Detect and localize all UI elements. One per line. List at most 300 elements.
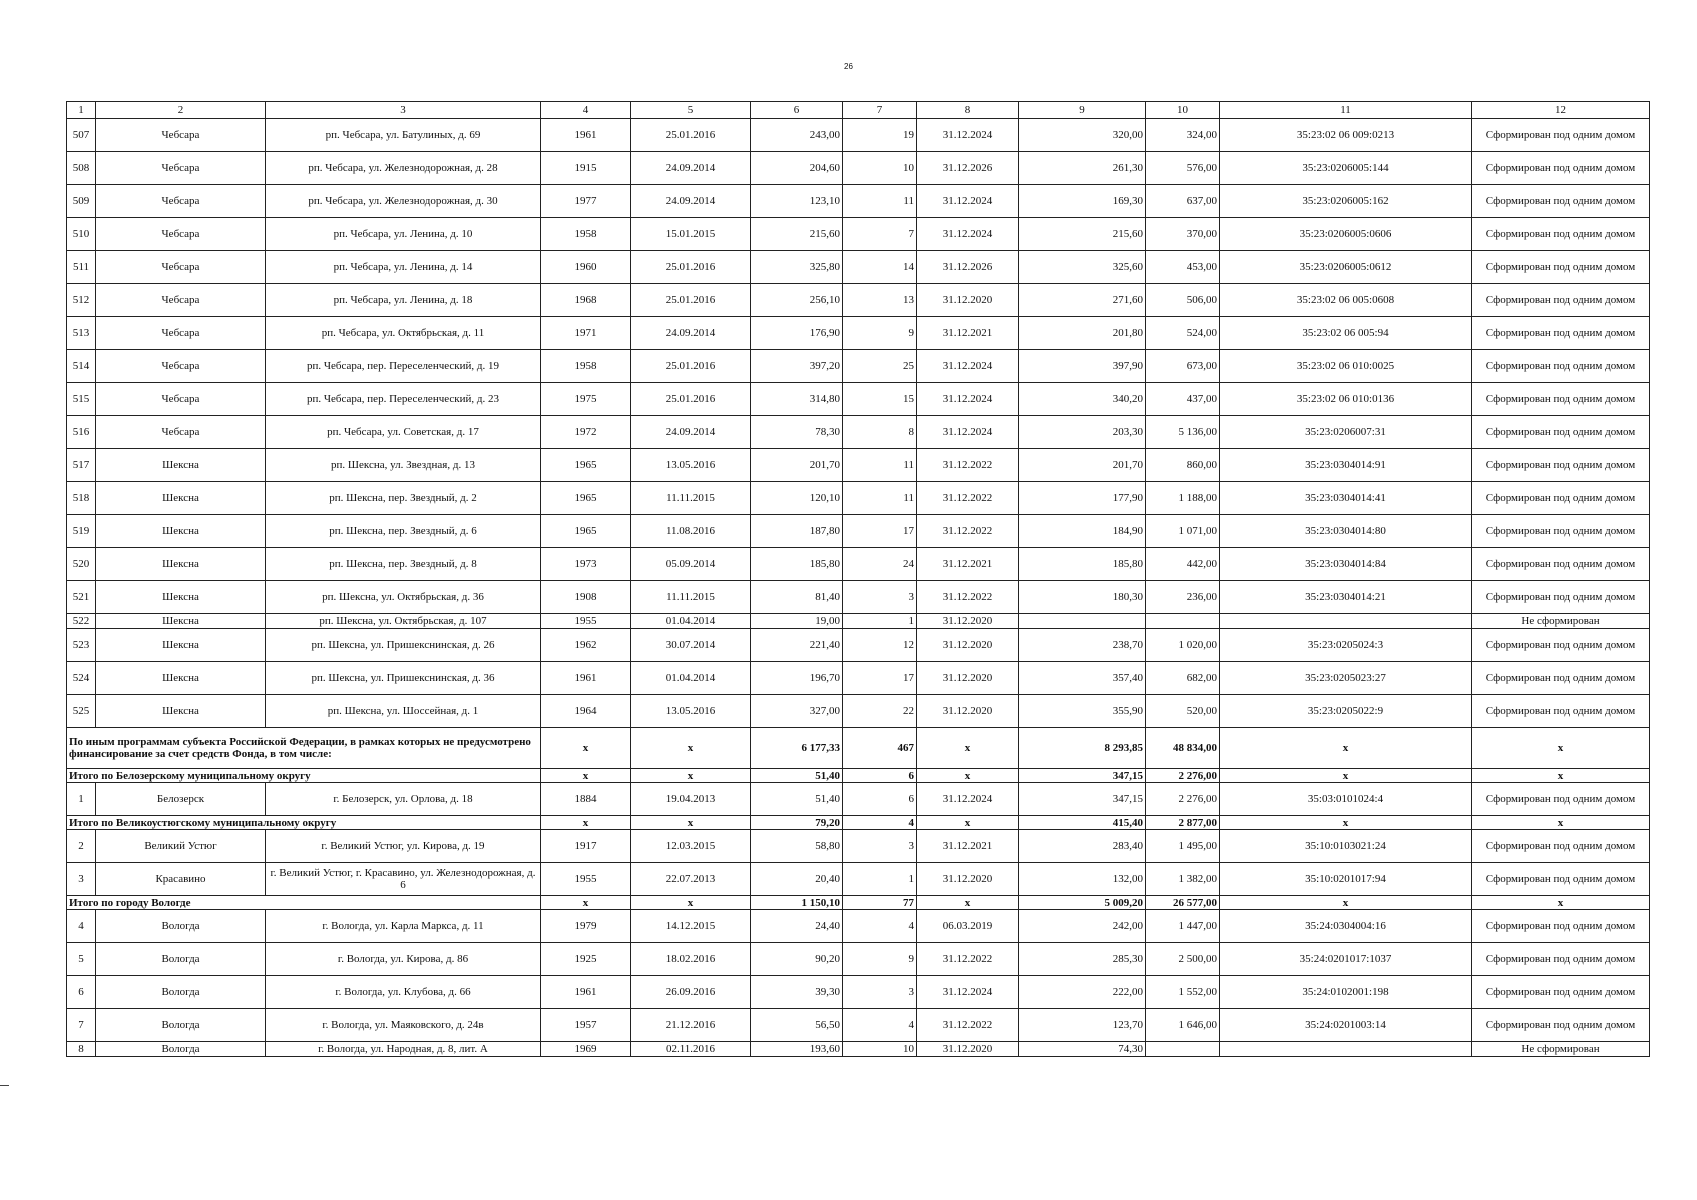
area-cell: 193,60 — [751, 1042, 843, 1057]
locality-cell: Красавино — [96, 863, 266, 896]
cadastral-number-cell: 35:23:0205022:9 — [1220, 695, 1472, 728]
land-status-cell: Сформирован под одним домом — [1472, 152, 1650, 185]
cadastral-number-cell: 35:24:0201017:1037 — [1220, 943, 1472, 976]
row-number-cell: 5 — [67, 943, 96, 976]
address-cell: г. Вологда, ул. Карла Маркса, д. 11 — [266, 910, 541, 943]
date-cell: 13.05.2016 — [631, 695, 751, 728]
header-cell: 11 — [1220, 102, 1472, 119]
cadastral-number-cell: 35:23:0206005:162 — [1220, 185, 1472, 218]
area-cell: 185,80 — [751, 548, 843, 581]
residents-cell: 11 — [843, 185, 917, 218]
resettlement-date-cell: 31.12.2020 — [917, 695, 1019, 728]
date-cell: x — [631, 728, 751, 769]
resettlement-date-cell: x — [917, 896, 1019, 910]
date-cell: 24.09.2014 — [631, 152, 751, 185]
cost-cell: 320,00 — [1019, 119, 1146, 152]
date-cell: 24.09.2014 — [631, 416, 751, 449]
locality-cell: Шексна — [96, 548, 266, 581]
cadastral-number-cell: 35:23:02 06 005:94 — [1220, 317, 1472, 350]
cost-cell: 177,90 — [1019, 482, 1146, 515]
cadastral-number-cell: 35:23:02 06 009:0213 — [1220, 119, 1472, 152]
residents-cell: 8 — [843, 416, 917, 449]
area-cell: 19,00 — [751, 614, 843, 629]
date-cell: 30.07.2014 — [631, 629, 751, 662]
cost-cell: 8 293,85 — [1019, 728, 1146, 769]
row-number-cell: 2 — [67, 830, 96, 863]
land-area-cell: 506,00 — [1146, 284, 1220, 317]
row-number-cell: 514 — [67, 350, 96, 383]
area-cell: 325,80 — [751, 251, 843, 284]
residents-cell: 3 — [843, 976, 917, 1009]
date-cell: 25.01.2016 — [631, 284, 751, 317]
land-status-cell: Сформирован под одним домом — [1472, 695, 1650, 728]
subtotal-label: По иным программам субъекта Российской Федерации, в рамках которых не предусмотрено финансирование за счет средств Фонда, в том числе: — [67, 728, 541, 769]
area-cell: 196,70 — [751, 662, 843, 695]
year-built-cell: 1968 — [541, 284, 631, 317]
cadastral-number-cell: 35:24:0304004:16 — [1220, 910, 1472, 943]
year-built-cell: 1961 — [541, 119, 631, 152]
land-status-cell: Не сформирован — [1472, 614, 1650, 629]
date-cell: 19.04.2013 — [631, 783, 751, 816]
area-cell: 39,30 — [751, 976, 843, 1009]
table-row — [67, 614, 1650, 629]
year-built-cell: 1961 — [541, 662, 631, 695]
cost-cell: 123,70 — [1019, 1009, 1146, 1042]
area-cell: 243,00 — [751, 119, 843, 152]
table-row — [67, 119, 1650, 152]
area-cell: 123,10 — [751, 185, 843, 218]
land-area-cell: 1 495,00 — [1146, 830, 1220, 863]
area-cell: 256,10 — [751, 284, 843, 317]
date-cell: 13.05.2016 — [631, 449, 751, 482]
cadastral-number-cell: 35:23:02 06 005:0608 — [1220, 284, 1472, 317]
resettlement-date-cell: 31.12.2021 — [917, 317, 1019, 350]
residents-cell: 1 — [843, 863, 917, 896]
cadastral-number-cell: 35:24:0201003:14 — [1220, 1009, 1472, 1042]
cadastral-number-cell: 35:23:0304014:80 — [1220, 515, 1472, 548]
land-area-cell: 524,00 — [1146, 317, 1220, 350]
address-cell: рп. Шексна, ул. Шоссейная, д. 1 — [266, 695, 541, 728]
cost-cell: 201,70 — [1019, 449, 1146, 482]
resettlement-date-cell: 31.12.2020 — [917, 1042, 1019, 1057]
land-status-cell: Сформирован под одним домом — [1472, 910, 1650, 943]
cadastral-number-cell: 35:23:0304014:21 — [1220, 581, 1472, 614]
subtotal-label: Итого по Великоустюгскому муниципальному округу — [67, 816, 541, 830]
residents-cell: 7 — [843, 218, 917, 251]
locality-cell: Чебсара — [96, 284, 266, 317]
residents-cell: 25 — [843, 350, 917, 383]
residents-cell: 9 — [843, 317, 917, 350]
cost-cell: 184,90 — [1019, 515, 1146, 548]
area-cell: 90,20 — [751, 943, 843, 976]
address-cell: рп. Шексна, ул. Звездная, д. 13 — [266, 449, 541, 482]
area-cell: 204,60 — [751, 152, 843, 185]
land-status-cell: Сформирован под одним домом — [1472, 218, 1650, 251]
date-cell: 02.11.2016 — [631, 1042, 751, 1057]
residents-cell: 11 — [843, 449, 917, 482]
table-row — [67, 1042, 1650, 1057]
subtotal-label: Итого по Белозерскому муниципальному округу — [67, 769, 541, 783]
table-row — [67, 662, 1650, 695]
land-status-cell: Сформирован под одним домом — [1472, 119, 1650, 152]
row-number-cell: 525 — [67, 695, 96, 728]
year-built-cell: 1973 — [541, 548, 631, 581]
year-built-cell: 1958 — [541, 350, 631, 383]
page-number: 26 — [844, 62, 853, 71]
area-cell: 51,40 — [751, 769, 843, 783]
area-cell: 314,80 — [751, 383, 843, 416]
resettlement-date-cell: 31.12.2024 — [917, 416, 1019, 449]
residents-cell: 19 — [843, 119, 917, 152]
land-status-cell: Сформирован под одним домом — [1472, 1009, 1650, 1042]
cadastral-number-cell: 35:10:0201017:94 — [1220, 863, 1472, 896]
address-cell: рп. Шексна, ул. Октябрьская, д. 107 — [266, 614, 541, 629]
residents-cell: 17 — [843, 662, 917, 695]
land-area-cell: 1 071,00 — [1146, 515, 1220, 548]
resettlement-date-cell: x — [917, 728, 1019, 769]
cost-cell: 132,00 — [1019, 863, 1146, 896]
locality-cell: Шексна — [96, 662, 266, 695]
year-built-cell: 1955 — [541, 614, 631, 629]
subtotal-row — [67, 896, 1650, 910]
residents-cell: 10 — [843, 1042, 917, 1057]
row-number-cell: 1 — [67, 783, 96, 816]
resettlement-date-cell: 31.12.2020 — [917, 614, 1019, 629]
resettlement-date-cell: 31.12.2020 — [917, 284, 1019, 317]
year-built-cell: x — [541, 896, 631, 910]
land-area-cell: 442,00 — [1146, 548, 1220, 581]
area-cell: 58,80 — [751, 830, 843, 863]
resettlement-date-cell: 31.12.2021 — [917, 548, 1019, 581]
row-number-cell: 4 — [67, 910, 96, 943]
cadastral-number-cell: 35:23:0205023:27 — [1220, 662, 1472, 695]
address-cell: рп. Шексна, пер. Звездный, д. 8 — [266, 548, 541, 581]
table-row — [67, 185, 1650, 218]
header-cell: 3 — [266, 102, 541, 119]
area-cell: 1 150,10 — [751, 896, 843, 910]
land-status-cell: Сформирован под одним домом — [1472, 548, 1650, 581]
subtotal-row — [67, 769, 1650, 783]
cadastral-number-cell: x — [1220, 769, 1472, 783]
land-area-cell: 2 276,00 — [1146, 769, 1220, 783]
cadastral-number-cell: 35:23:0206005:0612 — [1220, 251, 1472, 284]
residents-cell: 9 — [843, 943, 917, 976]
date-cell: 26.09.2016 — [631, 976, 751, 1009]
locality-cell: Вологда — [96, 976, 266, 1009]
row-number-cell: 511 — [67, 251, 96, 284]
address-cell: г. Вологда, ул. Маяковского, д. 24в — [266, 1009, 541, 1042]
row-number-cell: 518 — [67, 482, 96, 515]
year-built-cell: 1962 — [541, 629, 631, 662]
land-area-cell: 2 276,00 — [1146, 783, 1220, 816]
resettlement-date-cell: 31.12.2021 — [917, 830, 1019, 863]
address-cell: рп. Чебсара, ул. Железнодорожная, д. 28 — [266, 152, 541, 185]
date-cell: 25.01.2016 — [631, 350, 751, 383]
land-area-cell: 1 552,00 — [1146, 976, 1220, 1009]
address-cell: г. Великий Устюг, г. Красавино, ул. Железнодорожная, д. 6 — [266, 863, 541, 896]
land-status-cell: Сформирован под одним домом — [1472, 783, 1650, 816]
cadastral-number-cell: 35:10:0103021:24 — [1220, 830, 1472, 863]
land-area-cell: 637,00 — [1146, 185, 1220, 218]
table-row — [67, 783, 1650, 816]
residents-cell: 24 — [843, 548, 917, 581]
resettlement-date-cell: 31.12.2022 — [917, 1009, 1019, 1042]
land-area-cell: 673,00 — [1146, 350, 1220, 383]
address-cell: рп. Чебсара, ул. Батулиных, д. 69 — [266, 119, 541, 152]
date-cell: 11.11.2015 — [631, 581, 751, 614]
cadastral-number-cell: 35:03:0101024:4 — [1220, 783, 1472, 816]
table-row — [67, 629, 1650, 662]
address-cell: г. Вологда, ул. Народная, д. 8, лит. А — [266, 1042, 541, 1057]
year-built-cell: 1908 — [541, 581, 631, 614]
table-row — [67, 449, 1650, 482]
row-number-cell: 519 — [67, 515, 96, 548]
table-row — [67, 1009, 1650, 1042]
area-cell: 24,40 — [751, 910, 843, 943]
locality-cell: Чебсара — [96, 416, 266, 449]
cadastral-number-cell: 35:23:0304014:84 — [1220, 548, 1472, 581]
address-cell: г. Белозерск, ул. Орлова, д. 18 — [266, 783, 541, 816]
cost-cell: 215,60 — [1019, 218, 1146, 251]
cost-cell: 340,20 — [1019, 383, 1146, 416]
resettlement-date-cell: 31.12.2022 — [917, 482, 1019, 515]
address-cell: рп. Чебсара, ул. Ленина, д. 18 — [266, 284, 541, 317]
locality-cell: Шексна — [96, 629, 266, 662]
land-status-cell: Не сформирован — [1472, 1042, 1650, 1057]
locality-cell: Белозерск — [96, 783, 266, 816]
address-cell: г. Вологда, ул. Кирова, д. 86 — [266, 943, 541, 976]
land-area-cell: 1 020,00 — [1146, 629, 1220, 662]
cadastral-number-cell: 35:23:0304014:91 — [1220, 449, 1472, 482]
year-built-cell: 1955 — [541, 863, 631, 896]
table-row — [67, 910, 1650, 943]
year-built-cell: 1964 — [541, 695, 631, 728]
land-status-cell: Сформирован под одним домом — [1472, 251, 1650, 284]
locality-cell: Шексна — [96, 482, 266, 515]
residents-cell: 12 — [843, 629, 917, 662]
table-row — [67, 830, 1650, 863]
margin-mark — [0, 1085, 9, 1086]
land-status-cell: Сформирован под одним домом — [1472, 185, 1650, 218]
date-cell: 24.09.2014 — [631, 185, 751, 218]
locality-cell: Чебсара — [96, 185, 266, 218]
year-built-cell: 1884 — [541, 783, 631, 816]
cost-cell: 285,30 — [1019, 943, 1146, 976]
date-cell: 18.02.2016 — [631, 943, 751, 976]
residents-cell: 3 — [843, 830, 917, 863]
year-built-cell: 1925 — [541, 943, 631, 976]
header-cell: 8 — [917, 102, 1019, 119]
land-area-cell: 1 447,00 — [1146, 910, 1220, 943]
address-cell: рп. Чебсара, ул. Железнодорожная, д. 30 — [266, 185, 541, 218]
year-built-cell: 1957 — [541, 1009, 631, 1042]
land-status-cell: Сформирован под одним домом — [1472, 449, 1650, 482]
land-status-cell: Сформирован под одним домом — [1472, 830, 1650, 863]
area-cell: 20,40 — [751, 863, 843, 896]
land-area-cell: 1 188,00 — [1146, 482, 1220, 515]
year-built-cell: 1975 — [541, 383, 631, 416]
resettlement-date-cell: 31.12.2026 — [917, 152, 1019, 185]
resettlement-date-cell: 31.12.2022 — [917, 943, 1019, 976]
address-cell: рп. Шексна, пер. Звездный, д. 2 — [266, 482, 541, 515]
land-status-cell: Сформирован под одним домом — [1472, 284, 1650, 317]
residents-cell: 4 — [843, 910, 917, 943]
table-row — [67, 284, 1650, 317]
header-cell: 6 — [751, 102, 843, 119]
row-number-cell: 512 — [67, 284, 96, 317]
cadastral-number-cell: 35:23:0205024:3 — [1220, 629, 1472, 662]
residents-cell: 467 — [843, 728, 917, 769]
cost-cell: 271,60 — [1019, 284, 1146, 317]
land-area-cell: 2 500,00 — [1146, 943, 1220, 976]
year-built-cell: x — [541, 769, 631, 783]
date-cell: 15.01.2015 — [631, 218, 751, 251]
address-cell: рп. Шексна, ул. Пришекснинская, д. 36 — [266, 662, 541, 695]
cost-cell: 238,70 — [1019, 629, 1146, 662]
land-status-cell: Сформирован под одним домом — [1472, 943, 1650, 976]
locality-cell: Чебсара — [96, 119, 266, 152]
cadastral-number-cell: x — [1220, 728, 1472, 769]
table-row — [67, 943, 1650, 976]
year-built-cell: x — [541, 728, 631, 769]
locality-cell: Вологда — [96, 910, 266, 943]
year-built-cell: 1969 — [541, 1042, 631, 1057]
cost-cell: 397,90 — [1019, 350, 1146, 383]
housing-register-table — [66, 101, 1650, 1057]
residents-cell: 3 — [843, 581, 917, 614]
locality-cell: Вологда — [96, 943, 266, 976]
address-cell: рп. Шексна, ул. Пришекснинская, д. 26 — [266, 629, 541, 662]
row-number-cell: 7 — [67, 1009, 96, 1042]
address-cell: рп. Чебсара, ул. Октябрьская, д. 11 — [266, 317, 541, 350]
cadastral-number-cell: x — [1220, 816, 1472, 830]
cost-cell: 347,15 — [1019, 769, 1146, 783]
resettlement-date-cell: 31.12.2024 — [917, 350, 1019, 383]
subtotal-row — [67, 816, 1650, 830]
locality-cell: Шексна — [96, 515, 266, 548]
address-cell: рп. Чебсара, ул. Ленина, д. 10 — [266, 218, 541, 251]
year-built-cell: 1917 — [541, 830, 631, 863]
locality-cell: Чебсара — [96, 350, 266, 383]
residents-cell: 13 — [843, 284, 917, 317]
land-area-cell — [1146, 1042, 1220, 1057]
year-built-cell: 1958 — [541, 218, 631, 251]
area-cell: 120,10 — [751, 482, 843, 515]
row-number-cell: 520 — [67, 548, 96, 581]
area-cell: 397,20 — [751, 350, 843, 383]
year-built-cell: 1960 — [541, 251, 631, 284]
cost-cell: 283,40 — [1019, 830, 1146, 863]
area-cell: 215,60 — [751, 218, 843, 251]
year-built-cell: x — [541, 816, 631, 830]
area-cell: 201,70 — [751, 449, 843, 482]
locality-cell: Великий Устюг — [96, 830, 266, 863]
resettlement-date-cell: 06.03.2019 — [917, 910, 1019, 943]
land-status-cell: x — [1472, 816, 1650, 830]
area-cell: 56,50 — [751, 1009, 843, 1042]
land-status-cell: Сформирован под одним домом — [1472, 416, 1650, 449]
cost-cell: 169,30 — [1019, 185, 1146, 218]
cost-cell: 185,80 — [1019, 548, 1146, 581]
land-area-cell: 437,00 — [1146, 383, 1220, 416]
address-cell: рп. Чебсара, пер. Переселенческий, д. 19 — [266, 350, 541, 383]
table-row — [67, 152, 1650, 185]
land-area-cell: 2 877,00 — [1146, 816, 1220, 830]
locality-cell: Чебсара — [96, 317, 266, 350]
cadastral-number-cell: 35:23:0206007:31 — [1220, 416, 1472, 449]
date-cell: 25.01.2016 — [631, 119, 751, 152]
year-built-cell: 1977 — [541, 185, 631, 218]
land-area-cell: 324,00 — [1146, 119, 1220, 152]
cost-cell — [1019, 614, 1146, 629]
cadastral-number-cell: 35:23:0206005:0606 — [1220, 218, 1472, 251]
land-area-cell: 26 577,00 — [1146, 896, 1220, 910]
date-cell: 25.01.2016 — [631, 251, 751, 284]
row-number-cell: 507 — [67, 119, 96, 152]
land-status-cell: Сформирован под одним домом — [1472, 515, 1650, 548]
table-row — [67, 515, 1650, 548]
land-status-cell: Сформирован под одним домом — [1472, 976, 1650, 1009]
date-cell: 22.07.2013 — [631, 863, 751, 896]
locality-cell: Чебсара — [96, 383, 266, 416]
land-area-cell: 860,00 — [1146, 449, 1220, 482]
residents-cell: 10 — [843, 152, 917, 185]
table-row — [67, 383, 1650, 416]
address-cell: рп. Чебсара, ул. Ленина, д. 14 — [266, 251, 541, 284]
cadastral-number-cell — [1220, 1042, 1472, 1057]
date-cell: 21.12.2016 — [631, 1009, 751, 1042]
residents-cell: 17 — [843, 515, 917, 548]
locality-cell: Шексна — [96, 449, 266, 482]
date-cell: 01.04.2014 — [631, 662, 751, 695]
resettlement-date-cell: 31.12.2020 — [917, 629, 1019, 662]
year-built-cell: 1961 — [541, 976, 631, 1009]
row-number-cell: 510 — [67, 218, 96, 251]
cost-cell: 74,30 — [1019, 1042, 1146, 1057]
residents-cell: 4 — [843, 816, 917, 830]
cadastral-number-cell: 35:23:0304014:41 — [1220, 482, 1472, 515]
locality-cell: Чебсара — [96, 251, 266, 284]
land-status-cell: x — [1472, 769, 1650, 783]
cost-cell: 222,00 — [1019, 976, 1146, 1009]
residents-cell: 11 — [843, 482, 917, 515]
area-cell: 78,30 — [751, 416, 843, 449]
locality-cell: Чебсара — [96, 218, 266, 251]
resettlement-date-cell: 31.12.2026 — [917, 251, 1019, 284]
residents-cell: 15 — [843, 383, 917, 416]
address-cell: г. Великий Устюг, ул. Кирова, д. 19 — [266, 830, 541, 863]
land-area-cell: 453,00 — [1146, 251, 1220, 284]
land-status-cell: x — [1472, 728, 1650, 769]
area-cell: 327,00 — [751, 695, 843, 728]
header-cell: 7 — [843, 102, 917, 119]
locality-cell: Чебсара — [96, 152, 266, 185]
locality-cell: Шексна — [96, 614, 266, 629]
row-number-cell: 517 — [67, 449, 96, 482]
row-number-cell: 522 — [67, 614, 96, 629]
resettlement-date-cell: 31.12.2020 — [917, 662, 1019, 695]
cost-cell: 347,15 — [1019, 783, 1146, 816]
row-number-cell: 515 — [67, 383, 96, 416]
row-number-cell: 521 — [67, 581, 96, 614]
cost-cell: 261,30 — [1019, 152, 1146, 185]
land-area-cell: 1 382,00 — [1146, 863, 1220, 896]
year-built-cell: 1915 — [541, 152, 631, 185]
cost-cell: 242,00 — [1019, 910, 1146, 943]
table-row — [67, 581, 1650, 614]
cadastral-number-cell: 35:24:0102001:198 — [1220, 976, 1472, 1009]
cost-cell: 180,30 — [1019, 581, 1146, 614]
